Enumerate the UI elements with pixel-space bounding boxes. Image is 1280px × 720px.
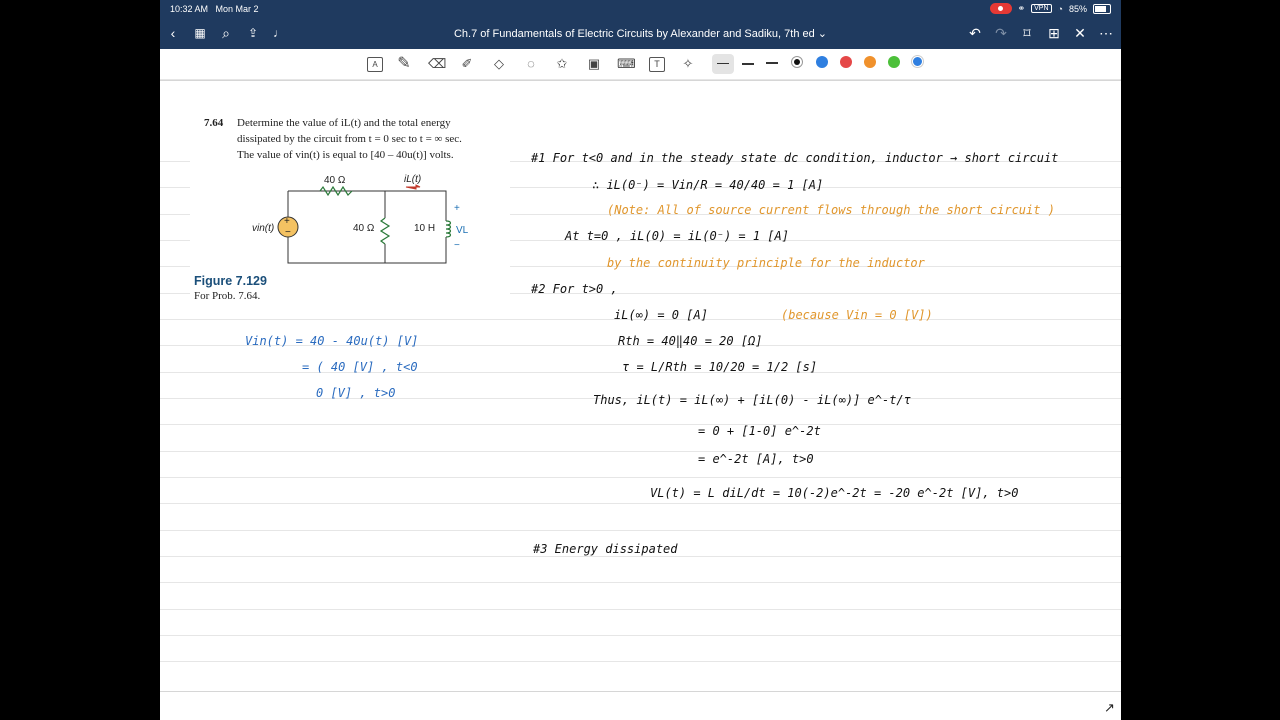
- stroke-medium-icon[interactable]: [742, 63, 754, 65]
- problem-number: 7.64: [204, 117, 224, 129]
- current-label: iL(t): [404, 174, 422, 185]
- battery-percent: 85%: [1068, 3, 1087, 14]
- status-right: [990, 3, 1111, 14]
- figure-caption: For Prob. 7.64.: [194, 290, 261, 302]
- search-icon[interactable]: ⌕: [222, 25, 230, 41]
- vl-label: VL: [456, 225, 469, 236]
- note-vin-definition: Vin(t) = 40 - 40u(t) [V]: [245, 334, 419, 348]
- note-tau: τ = L/Rth = 10/20 = 1/2 [s]: [622, 360, 818, 374]
- ruled-line: [160, 424, 1121, 425]
- wifi-icon: ◔: [1057, 3, 1063, 14]
- source-minus: −: [285, 227, 291, 238]
- notes-app: [160, 0, 1121, 720]
- ruled-line: [160, 503, 1121, 504]
- problem-line-1: Determine the value of iL(t) and the total energy: [237, 117, 451, 129]
- vl-plus: +: [454, 203, 460, 214]
- source-plus: +: [284, 216, 290, 227]
- vl-minus: −: [454, 240, 460, 251]
- pen-thin-option[interactable]: [712, 54, 734, 74]
- color-swatch-blue[interactable]: [816, 56, 828, 68]
- note-because: (because Vin = 0 [V]): [781, 308, 933, 322]
- note-step-1: #1 For t<0 and in the steady state dc condition, inductor → short circuit: [531, 151, 1059, 165]
- color-swatch-green[interactable]: [888, 56, 900, 68]
- tool-bar: [160, 49, 1121, 80]
- sticker-icon[interactable]: ✩: [556, 56, 568, 71]
- note-step-2: #2 For t>0 ,: [531, 282, 618, 296]
- ruled-line: [160, 635, 1121, 636]
- figure-title: Figure 7.129: [194, 274, 267, 288]
- battery-icon: [1093, 4, 1111, 14]
- note-il-initial: ∴ iL(0⁻) = Vin/R = 40/40 = 1 [A]: [592, 178, 824, 192]
- page-curl-icon[interactable]: ↗: [1104, 700, 1115, 715]
- note-rth: Rth = 40‖40 = 20 [Ω]: [618, 334, 763, 348]
- close-icon[interactable]: ✕: [1074, 25, 1086, 41]
- r2-label: 40 Ω: [353, 223, 375, 234]
- color-swatch-orange[interactable]: [864, 56, 876, 68]
- color-swatch-black[interactable]: [791, 56, 803, 68]
- vpn-badge: VPN: [1031, 4, 1051, 13]
- ruled-line: [160, 661, 1121, 662]
- note-il-formula: Thus, iL(t) = iL(∞) + [iL(0) - iL(∞)] e^-t/τ: [593, 393, 911, 407]
- inductor-10h: [446, 221, 451, 237]
- pen-icon[interactable]: ✎: [397, 55, 411, 72]
- problem-line-2: dissipated by the circuit from t = 0 sec to t = ∞ sec.: [237, 133, 462, 145]
- ruled-line: [160, 477, 1121, 478]
- note-il-infinity: iL(∞) = 0 [A]: [614, 308, 708, 322]
- undo-icon[interactable]: ↶: [969, 25, 981, 41]
- document-title[interactable]: Ch.7 of Fundamentals of Electric Circuits by Alexander and Sadiku, 7th ed ⌄: [453, 28, 828, 40]
- note-il-step: = 0 + [1-0] e^-2t: [698, 424, 821, 438]
- keyboard-icon[interactable]: ⌨: [617, 56, 636, 71]
- color-swatch-red[interactable]: [840, 56, 852, 68]
- note-continuity: by the continuity principle for the inductor: [607, 256, 925, 270]
- source-label: vin(t): [252, 223, 275, 234]
- note-vl-result: VL(t) = L diL/dt = 10(-2)e^-2t = -20 e^-2t [V], t>0: [650, 486, 1019, 500]
- link-icon: ⚭: [1017, 3, 1026, 13]
- note-il-result: = e^-2t [A], t>0: [698, 452, 814, 466]
- image-icon[interactable]: ▣: [587, 56, 601, 71]
- stroke-thin-icon[interactable]: [717, 63, 729, 64]
- microphone-icon[interactable]: ♩: [273, 26, 285, 40]
- lasso-icon[interactable]: ◌: [527, 56, 535, 71]
- color-picker-icon[interactable]: [912, 56, 923, 67]
- scan-text-icon[interactable]: A: [367, 57, 383, 72]
- ruled-line: [160, 556, 1121, 557]
- ruled-line: [160, 582, 1121, 583]
- grid-view-icon[interactable]: ▦: [194, 26, 206, 40]
- share-icon[interactable]: ⇪: [247, 26, 259, 40]
- back-chevron-icon[interactable]: ‹: [170, 25, 176, 41]
- status-bar: [160, 0, 1121, 18]
- r1-label: 40 Ω: [324, 175, 346, 186]
- more-icon[interactable]: ⋯: [1099, 25, 1113, 41]
- note-short-circuit: (Note: All of source current flows through the short circuit ): [607, 203, 1055, 217]
- problem-statement: [204, 115, 504, 163]
- screen-recording-icon[interactable]: [990, 3, 1012, 14]
- circuit-diagram: [250, 173, 500, 273]
- ruled-line: [160, 530, 1121, 531]
- laser-pointer-icon[interactable]: ✧: [682, 56, 694, 71]
- note-step-3: #3 Energy dissipated: [533, 542, 678, 556]
- note-vin-case-2: 0 [V] , t>0: [316, 386, 396, 400]
- add-page-icon[interactable]: ⊞: [1048, 25, 1060, 41]
- text-tool-icon[interactable]: T: [649, 57, 665, 72]
- inductor-label: 10 H: [414, 223, 436, 234]
- note-vin-case-1: = ( 40 [V] , t<0: [302, 360, 418, 374]
- eraser-icon[interactable]: ⌫: [428, 56, 447, 71]
- ruled-line: [160, 609, 1121, 610]
- note-page[interactable]: [160, 80, 1121, 692]
- current-arrow: [406, 185, 420, 189]
- redo-icon[interactable]: ↷: [995, 25, 1007, 41]
- bookmark-icon[interactable]: ⌑: [1023, 25, 1031, 41]
- stroke-thick-icon[interactable]: [766, 62, 778, 64]
- resistor-shunt-40: [381, 218, 389, 244]
- status-time: 10:32 AM Mon Mar 2: [170, 4, 259, 14]
- ruled-line: [160, 451, 1121, 452]
- problem-line-3: The value of vin(t) is equal to [40 – 40u(t)] volts.: [237, 149, 454, 161]
- nav-bar: [160, 18, 1121, 49]
- note-il-at-zero: At t=0 , iL(0) = iL(0⁻) = 1 [A]: [565, 229, 789, 243]
- shapes-icon[interactable]: ◇: [494, 56, 504, 71]
- highlighter-icon[interactable]: ✐: [461, 56, 473, 71]
